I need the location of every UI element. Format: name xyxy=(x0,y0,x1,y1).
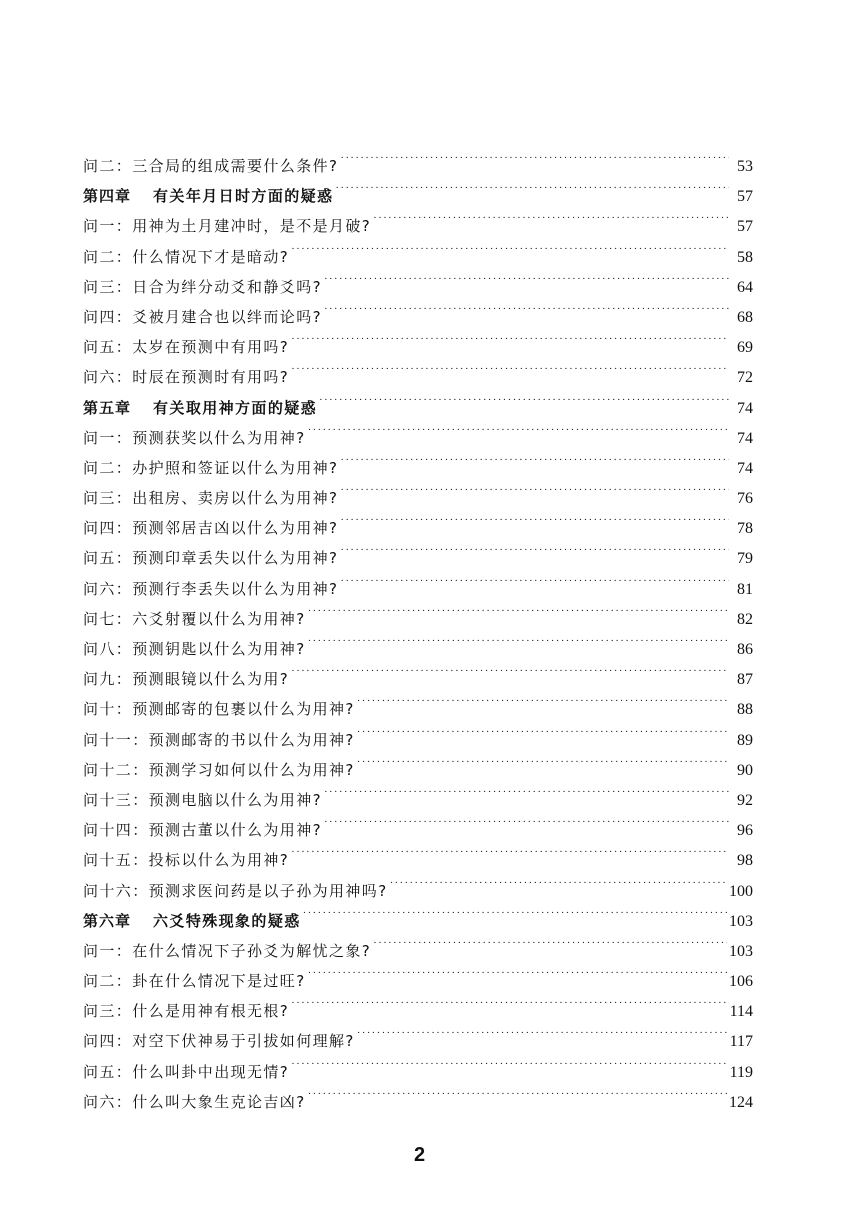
dot-leader xyxy=(291,835,729,865)
toc-entry-title: 问三：出租房、卖房以什么为用神? xyxy=(83,489,339,508)
toc-entry-title: 问一：在什么情况下子孙爻为解忧之象? xyxy=(83,941,372,960)
dot-leader xyxy=(319,383,729,413)
toc-entry-page: 64 xyxy=(737,278,753,296)
toc-entry-page: 72 xyxy=(737,369,753,387)
dot-leader xyxy=(357,684,729,714)
dot-leader xyxy=(291,1047,727,1077)
toc-entry-page: 74 xyxy=(737,429,753,447)
dot-leader xyxy=(324,262,729,292)
dot-leader xyxy=(291,986,727,1016)
toc-entry-title: 问十六：预测求医问药是以子孙为用神吗? xyxy=(83,881,388,900)
toc-entry-title: 问十三：预测电脑以什么为用神? xyxy=(83,790,322,809)
toc-entry-page: 58 xyxy=(737,248,753,266)
toc-entry-title: 问十二：预测学习如何以什么为用神? xyxy=(83,760,355,779)
toc-entry-page: 82 xyxy=(737,610,753,628)
chapter-number: 第六章 xyxy=(83,911,132,930)
toc-entry-title: 问二：什么情况下才是暗动? xyxy=(83,247,290,266)
chapter-number: 第四章 xyxy=(83,187,132,206)
toc-entry-page: 68 xyxy=(737,308,753,326)
dot-leader xyxy=(291,654,729,684)
dot-leader xyxy=(340,141,729,171)
dot-leader xyxy=(308,624,729,654)
toc-entry-page: 76 xyxy=(737,490,753,508)
dot-leader xyxy=(324,292,729,322)
toc-entry-page: 90 xyxy=(737,761,753,779)
toc-entry-title: 问二：三合局的组成需要什么条件? xyxy=(83,157,339,175)
toc-entry-page: 106 xyxy=(729,973,753,991)
toc-entry-page: 117 xyxy=(729,1033,753,1051)
toc-entry-page: 78 xyxy=(737,520,753,538)
toc-entry-page: 124 xyxy=(729,1093,753,1111)
dot-leader xyxy=(357,1016,728,1046)
dot-leader xyxy=(357,745,729,775)
toc-entry-page: 74 xyxy=(737,459,753,477)
toc-entry-title: 问一：预测获奖以什么为用神? xyxy=(83,428,306,447)
toc-entry-title: 六爻特殊现象的疑惑 xyxy=(153,911,301,930)
toc-entry-page: 96 xyxy=(737,822,753,840)
toc-entry-page: 79 xyxy=(737,550,753,568)
dot-leader xyxy=(308,594,729,624)
dot-leader xyxy=(308,413,729,443)
toc-entry-page: 57 xyxy=(737,188,753,206)
toc-entry-page: 81 xyxy=(737,580,753,598)
dot-leader xyxy=(291,322,729,352)
toc-entry-title: 问五：太岁在预测中有用吗? xyxy=(83,338,290,357)
dot-leader xyxy=(291,232,729,262)
toc-entry-title: 问三：什么是用神有根无根? xyxy=(83,1002,290,1021)
toc-entry-page: 53 xyxy=(737,158,753,175)
toc-entry-title: 问十五：投标以什么为用神? xyxy=(83,851,290,870)
toc-entry-page: 119 xyxy=(729,1063,753,1081)
dot-leader xyxy=(308,1077,727,1107)
dot-leader xyxy=(390,866,727,896)
toc-entry-title: 问二：卦在什么情况下是过旺? xyxy=(83,972,306,991)
dot-leader xyxy=(340,443,729,473)
chapter-number: 第五章 xyxy=(83,398,132,417)
toc-entry-title: 问十四：预测古董以什么为用神? xyxy=(83,821,322,840)
toc-entry-title: 问七：六爻射覆以什么为用神? xyxy=(83,609,306,628)
toc-entry-title: 问六：预测行李丢失以什么为用神? xyxy=(83,579,339,598)
dot-leader xyxy=(324,775,729,805)
toc-entry-page: 86 xyxy=(737,641,753,658)
toc-entry-title: 问一：用神为土月建冲时，是不是月破? xyxy=(83,217,372,236)
toc-entry-title: 问二：办护照和签证以什么为用神? xyxy=(83,458,339,477)
page-number: 2 xyxy=(414,1144,426,1166)
toc-entry-title: 问八：预测钥匙以什么为用神? xyxy=(83,640,306,658)
toc-entry-page: 103 xyxy=(729,912,753,930)
toc-entry-title: 问十一：预测邮寄的书以什么为用神? xyxy=(83,730,355,749)
toc-entry-page: 69 xyxy=(737,339,753,357)
toc-entry-title: 问五：什么叫卦中出现无情? xyxy=(83,1062,290,1081)
toc-entry-page: 88 xyxy=(737,701,753,719)
toc-entry-title: 问六：时辰在预测时有用吗? xyxy=(83,368,290,387)
dot-leader xyxy=(340,533,729,563)
toc-entry-page: 89 xyxy=(737,731,753,749)
toc-entry-title: 问四：爻被月建合也以绊而论吗? xyxy=(83,307,322,326)
dot-leader xyxy=(340,564,729,594)
dot-leader xyxy=(373,201,729,231)
dot-leader xyxy=(308,956,727,986)
dot-leader xyxy=(340,473,729,503)
dot-leader xyxy=(340,503,729,533)
toc-entry-page: 92 xyxy=(737,791,753,809)
toc-entry-title: 问四：对空下伏神易于引拔如何理解? xyxy=(83,1032,355,1051)
toc-entry-title: 问五：预测印章丢失以什么为用神? xyxy=(83,549,339,568)
toc-entry-page: 57 xyxy=(737,218,753,236)
toc-entry-title: 问六：什么叫大象生克论吉凶? xyxy=(83,1092,306,1111)
toc-entry-page: 100 xyxy=(729,882,753,900)
dot-leader xyxy=(303,896,727,926)
table-of-contents xyxy=(83,141,753,1111)
toc-entry-title: 问四：预测邻居吉凶以什么为用神? xyxy=(83,519,339,538)
toc-entry-title: 有关年月日时方面的疑惑 xyxy=(153,187,334,206)
toc-entry-page: 87 xyxy=(737,671,753,689)
toc-entry-page: 103 xyxy=(729,942,753,960)
toc-entry-page: 114 xyxy=(729,1003,753,1021)
toc-entry-title: 问三：日合为绊分动爻和静爻吗? xyxy=(83,277,322,296)
toc-entry-page: 74 xyxy=(737,399,753,417)
toc-entry-page: 98 xyxy=(737,852,753,870)
dot-leader xyxy=(324,805,729,835)
dot-leader xyxy=(357,715,729,745)
dot-leader xyxy=(335,171,729,201)
toc-entry-title: 有关取用神方面的疑惑 xyxy=(153,398,318,417)
toc-entry-title: 问九：预测眼镜以什么为用? xyxy=(83,670,290,689)
toc-question-entry xyxy=(83,141,753,175)
dot-leader xyxy=(373,926,727,956)
dot-leader xyxy=(291,352,729,382)
toc-entry-title: 问十：预测邮寄的包裹以什么为用神? xyxy=(83,700,355,719)
